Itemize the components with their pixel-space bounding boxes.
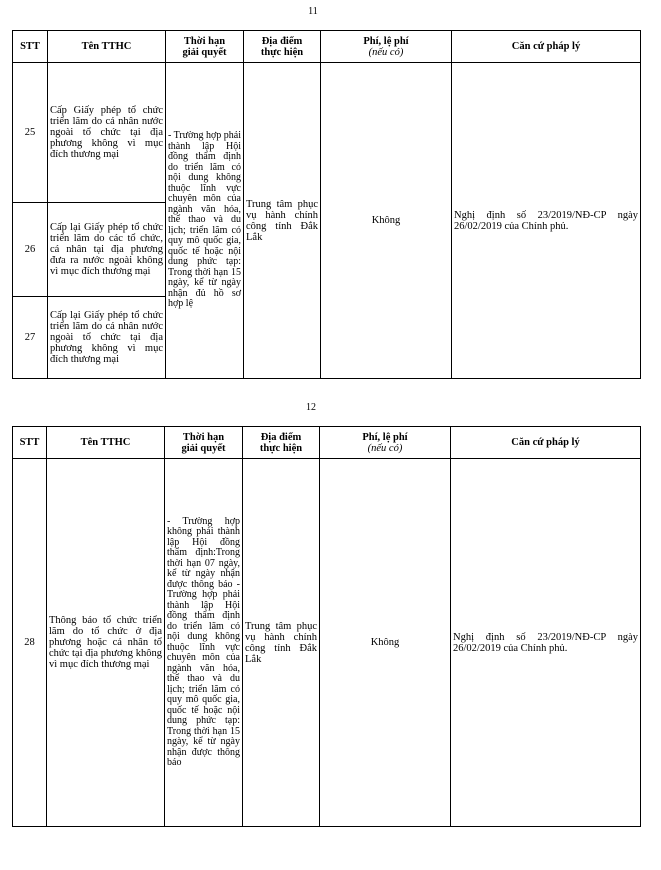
fee: Không: [320, 459, 451, 827]
fee: Không: [321, 63, 452, 379]
table-row: [13, 459, 641, 827]
header-stt: STT: [13, 427, 47, 459]
row-stt: 25: [13, 63, 48, 203]
page-number: 11: [308, 6, 318, 17]
header-time: Thời hạn giải quyết: [165, 427, 243, 459]
header-place: Địa điểm thực hiện: [244, 31, 321, 63]
row-stt: 28: [13, 459, 47, 827]
procedures-table-page-12: [12, 426, 641, 827]
header-legal: Căn cứ pháp lý: [452, 31, 641, 63]
header-name: Tên TTHC: [48, 31, 166, 63]
row-name: Cấp lại Giấy phép tổ chức triển lãm do các tổ chức, cá nhân tại địa phương đưa ra nước ngoài không vì mục đích thương mại: [48, 203, 166, 297]
row-name: Cấp lại Giấy phép tổ chức triển lãm do cá nhân nước ngoài tổ chức tại địa phương không vì mục đích thương mại: [48, 297, 166, 379]
row-name: Thông báo tổ chức triển lãm do tổ chức ở địa phương hoặc cá nhân tổ chức tại địa phương không vì mục đích thương mại: [47, 459, 165, 827]
header-place: Địa điểm thực hiện: [243, 427, 320, 459]
legal-basis: Nghị định số 23/2019/NĐ-CP ngày 26/02/2019 của Chính phủ.: [451, 459, 641, 827]
header-legal: Căn cứ pháp lý: [451, 427, 641, 459]
processing-time: - Trường hợp không phải thành lập Hội đồng thẩm định:Trong thời hạn 07 ngày, kể từ ngày nhận được thông báo - Trường hợp phải thành lập Hội đồng thẩm định do triển lãm có nội dung không thuộc lĩnh vực chuyên môn của ngành văn hóa, thể thao và du lịch; triển lãm có quy mô quốc gia, quốc tế hoặc nội dung phức tạp: Trong thời hạn 15 ngày, kể từ ngày nhận được thông báo: [165, 459, 243, 827]
location: Trung tâm phục vụ hành chính công tỉnh Đắk Lắk: [243, 459, 320, 827]
row-stt: 26: [13, 203, 48, 297]
legal-basis: Nghị định số 23/2019/NĐ-CP ngày 26/02/2019 của Chính phủ.: [452, 63, 641, 379]
header-stt: STT: [13, 31, 48, 63]
header-fee: Phí, lệ phí (nếu có): [320, 427, 451, 459]
location: Trung tâm phục vụ hành chính công tỉnh Đắk Lắk: [244, 63, 321, 379]
row-name: Cấp Giấy phép tổ chức triển lãm do cá nhân nước ngoài tổ chức tại địa phương không vì mục đích thương mại: [48, 63, 166, 203]
header-fee: Phí, lệ phí (nếu có): [321, 31, 452, 63]
processing-time: - Trường hợp phải thành lập Hội đồng thẩm định do triển lãm có nội dung không thuộc lĩnh vực chuyên môn của ngành văn hóa, thể thao và du lịch; triển lãm có quy mô quốc gia, quốc tế hoặc nội dung phức tạp: Trong thời hạn 15 ngày, kể từ ngày nhận đủ hồ sơ hợp lệ: [166, 63, 244, 379]
page-number: 12: [306, 402, 316, 413]
procedures-table-page-11: [12, 30, 641, 379]
table-row: [13, 63, 641, 203]
row-stt: 27: [13, 297, 48, 379]
header-name: Tên TTHC: [47, 427, 165, 459]
header-time: Thời hạn giải quyết: [166, 31, 244, 63]
